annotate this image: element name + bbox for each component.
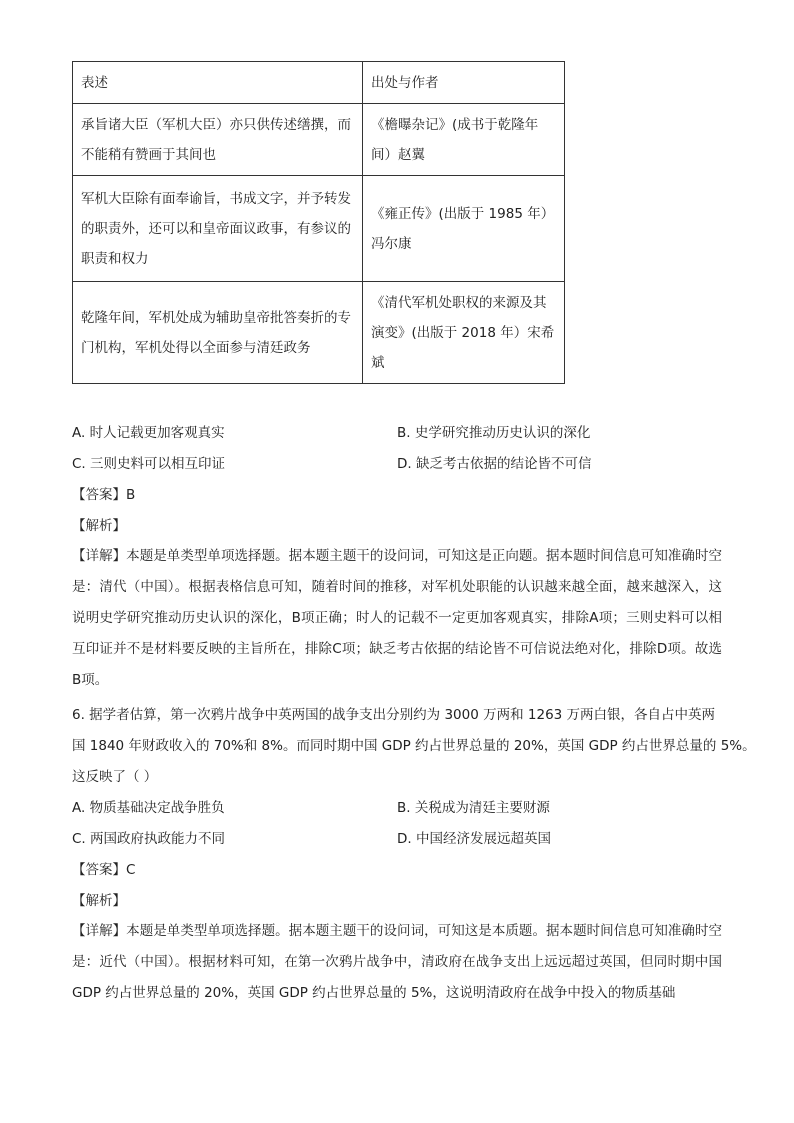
q6-options-row-2: [72, 829, 722, 849]
q6-stem-line-2: 国 1840 年财政收入的 70%和 8%。而同时期中国 GDP 约占世界总量的 20%，英国 GDP 约占世界总量的 5%。: [72, 738, 756, 754]
q5-options-row-2: [72, 454, 722, 474]
q5-analysis-label: 【解析】: [72, 518, 126, 534]
table-cell: 军机大臣除有面奉谕旨，书成文字，并予转发的职责外，还可以和皇帝面议政事，有参议的职责和权力: [73, 176, 363, 282]
table-cell: 《檐曝杂记》(成书于乾隆年间）赵翼: [363, 104, 565, 176]
q5-detail-text: 【详解】本题是单类型单项选择题。据本题主题干的设问词，可知这是正向题。据本题时间信息可知准确时空是：清代（中国）。根据表格信息可知，随着时间的推移，对军机处职能的认识越来越全面，越来越深入，这说明史学研究推动历史认识的深化，B项正确；时人的记载不一定更加客观真实，排除A项；三则史料可以相互印证并不是材料要反映的主旨所在，排除C项；缺乏考古依据的结论皆不可信说法绝对化，排除D项。故选B项。: [72, 548, 722, 688]
q5-option-c: C. 三则史料可以相互印证: [72, 456, 226, 472]
q6-answer: 【答案】C: [72, 862, 136, 878]
q6-option-d: D. 中国经济发展远超英国: [397, 831, 551, 847]
table-row: [73, 104, 565, 176]
q6-detail: [72, 916, 722, 1009]
q5-detail: [72, 541, 722, 696]
q6-stem-line-1: 6. 据学者估算，第一次鸦片战争中英两国的战争支出分别约为 3000 万两和 1263 万两白银，各自占中英两: [72, 707, 716, 723]
table-header-cell: 表述: [73, 62, 363, 104]
table-cell: 《雍正传》(出版于 1985 年）冯尔康: [363, 176, 565, 282]
q6-analysis-label: 【解析】: [72, 893, 126, 909]
table-row: [73, 282, 565, 384]
q6-option-c: C. 两国政府执政能力不同: [72, 831, 226, 847]
q5-option-b: B. 史学研究推动历史认识的深化: [397, 425, 591, 441]
q6-stem-line-3: 这反映了（ ）: [72, 769, 158, 785]
q6-detail-text: 【详解】本题是单类型单项选择题。据本题主题干的设问词，可知这是本质题。据本题时间信息可知准确时空是：近代（中国）。根据材料可知，在第一次鸦片战争中，清政府在战争支出上远远超过英国，但同时期中国 GDP 约占世界总量的 20%，英国 GDP 约占世界总量的 5%，这说明清政府在战争中投入的物质基础: [72, 923, 722, 1001]
q6-option-b: B. 关税成为清廷主要财源: [397, 800, 550, 816]
table-cell: 乾隆年间，军机处成为辅助皇帝批答奏折的专门机构，军机处得以全面参与清廷政务: [73, 282, 363, 384]
table-header-row: [73, 62, 565, 104]
q6-option-a: A. 物质基础决定战争胜负: [72, 800, 225, 816]
q5-option-d: D. 缺乏考古依据的结论皆不可信: [397, 456, 592, 472]
source-table: [72, 61, 565, 384]
q6-options-row-1: [72, 798, 722, 818]
table-header-cell: 出处与作者: [363, 62, 565, 104]
q5-option-a: A. 时人记载更加客观真实: [72, 425, 225, 441]
table-row: [73, 176, 565, 282]
table-cell: 承旨诸大臣（军机大臣）亦只供传述缮撰，而不能稍有赞画于其间也: [73, 104, 363, 176]
q5-answer: 【答案】B: [72, 487, 136, 503]
table-cell: 《清代军机处职权的来源及其演变》(出版于 2018 年）宋希斌: [363, 282, 565, 384]
q5-options-row-1: [72, 423, 722, 443]
